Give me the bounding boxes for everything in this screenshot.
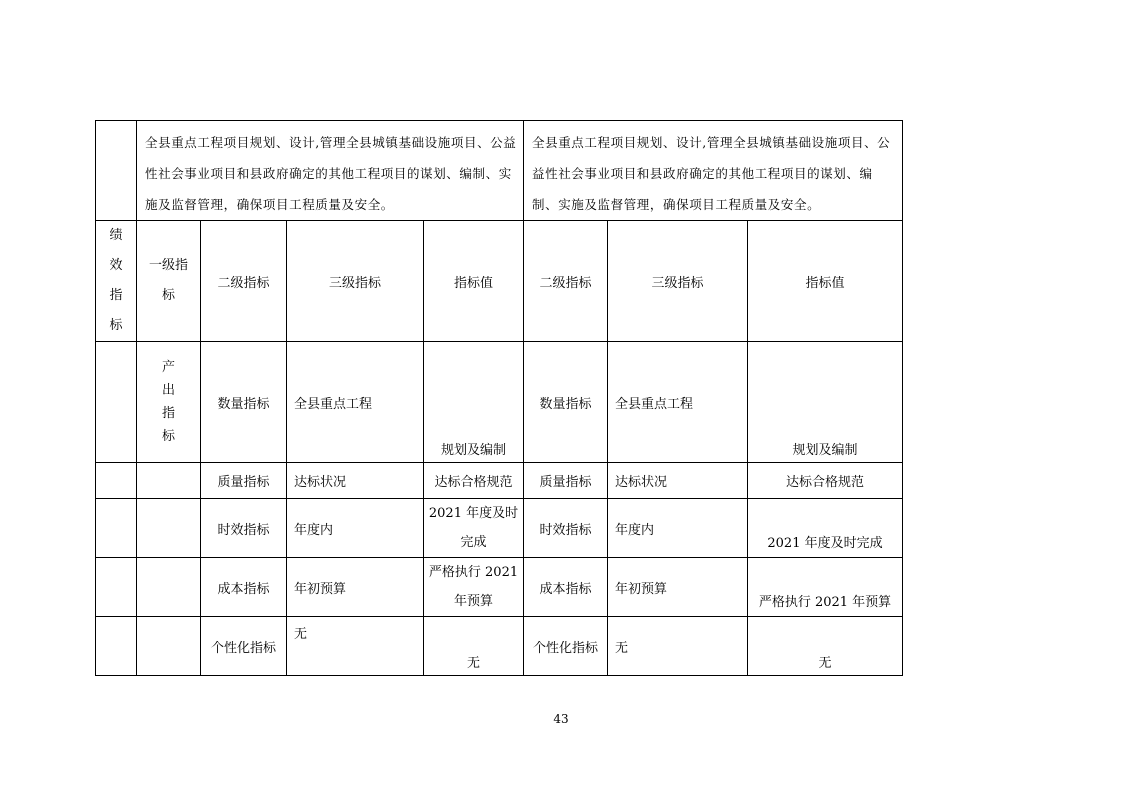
output-label-char: 指: [161, 406, 175, 421]
level2-cell: 数量指标: [201, 342, 287, 463]
level2-cell: 时效指标: [201, 499, 287, 558]
header-category-char: 绩: [109, 228, 123, 243]
level3-cell-b: 无: [608, 617, 748, 676]
level3-cell-b: 全县重点工程: [608, 342, 748, 463]
level2-cell: 个性化指标: [201, 617, 287, 676]
empty-cell: [96, 342, 137, 463]
level3-cell: 年初预算: [287, 558, 424, 617]
performance-indicator-table: [95, 120, 903, 676]
value-line: 2021 年度及时: [428, 506, 519, 521]
table-row: [96, 499, 903, 558]
level3-cell-b: 年度内: [608, 499, 748, 558]
value-cell: 无: [424, 617, 524, 676]
value-cell-b: 严格执行 2021 年预算: [748, 558, 903, 617]
level2-cell-b: 个性化指标: [524, 617, 608, 676]
value-cell: 达标合格规范: [424, 463, 524, 499]
level2-cell-b: 质量指标: [524, 463, 608, 499]
level3-cell: 达标状况: [287, 463, 424, 499]
value-cell-b: 达标合格规范: [748, 463, 903, 499]
empty-cell: [96, 558, 137, 617]
header-level1-line: 标: [161, 288, 175, 303]
level3-cell-b: 年初预算: [608, 558, 748, 617]
level3-cell: 无: [287, 617, 424, 676]
table-row: [96, 617, 903, 676]
page-number: 43: [553, 712, 569, 726]
header-category-char: 效: [109, 258, 123, 273]
header-level2-b: 二级指标: [524, 221, 608, 342]
level2-cell-b: 数量指标: [524, 342, 608, 463]
level3-cell-b: 达标状况: [608, 463, 748, 499]
description-spacer-cell: [96, 121, 137, 221]
table-row: [96, 558, 903, 617]
empty-cell: [137, 499, 201, 558]
header-value-b: 指标值: [748, 221, 903, 342]
value-line: 严格执行 2021: [428, 565, 519, 580]
header-value: 指标值: [424, 221, 524, 342]
table-row: [96, 342, 903, 463]
description-left: 全县重点工程项目规划、设计,管理全县城镇基础设施项目、公益性社会事业项目和县政府确定的其他工程项目的谋划、编制、实施及监督管理，确保项目工程质量及安全。: [137, 121, 524, 221]
empty-cell: [96, 499, 137, 558]
output-label-char: 标: [161, 429, 175, 444]
value-cell: 规划及编制: [424, 342, 524, 463]
header-category-char: 指: [109, 288, 123, 303]
value-cell: [424, 558, 524, 617]
description-right: 全县重点工程项目规划、设计,管理全县城镇基础设施项目、公益性社会事业项目和县政府确定的其他工程项目的谋划、编制、实施及监督管理，确保项目工程质量及安全。: [524, 121, 903, 221]
description-row: [96, 121, 903, 221]
empty-cell: [137, 617, 201, 676]
output-label-char: 产: [161, 360, 175, 375]
value-line: 年预算: [453, 594, 493, 609]
level3-cell: 全县重点工程: [287, 342, 424, 463]
value-cell-b: 规划及编制: [748, 342, 903, 463]
header-level3-b: 三级指标: [608, 221, 748, 342]
value-cell-b: 无: [748, 617, 903, 676]
level3-cell: 年度内: [287, 499, 424, 558]
empty-cell: [96, 617, 137, 676]
level2-cell: 质量指标: [201, 463, 287, 499]
header-level1-line: 一级指: [148, 258, 188, 273]
header-category-char: 标: [109, 318, 123, 333]
header-row: [96, 221, 903, 342]
header-category: [96, 221, 137, 342]
value-cell: [424, 499, 524, 558]
table-row: [96, 463, 903, 499]
header-level2: 二级指标: [201, 221, 287, 342]
output-label-char: 出: [161, 383, 175, 398]
empty-cell: [96, 463, 137, 499]
value-cell-b: 2021 年度及时完成: [748, 499, 903, 558]
header-level1: [137, 221, 201, 342]
level2-cell-b: 成本指标: [524, 558, 608, 617]
level2-cell-b: 时效指标: [524, 499, 608, 558]
level2-cell: 成本指标: [201, 558, 287, 617]
header-level3: 三级指标: [287, 221, 424, 342]
output-indicator-label: [137, 342, 201, 463]
empty-cell: [137, 463, 201, 499]
empty-cell: [137, 558, 201, 617]
value-line: 完成: [460, 535, 487, 550]
